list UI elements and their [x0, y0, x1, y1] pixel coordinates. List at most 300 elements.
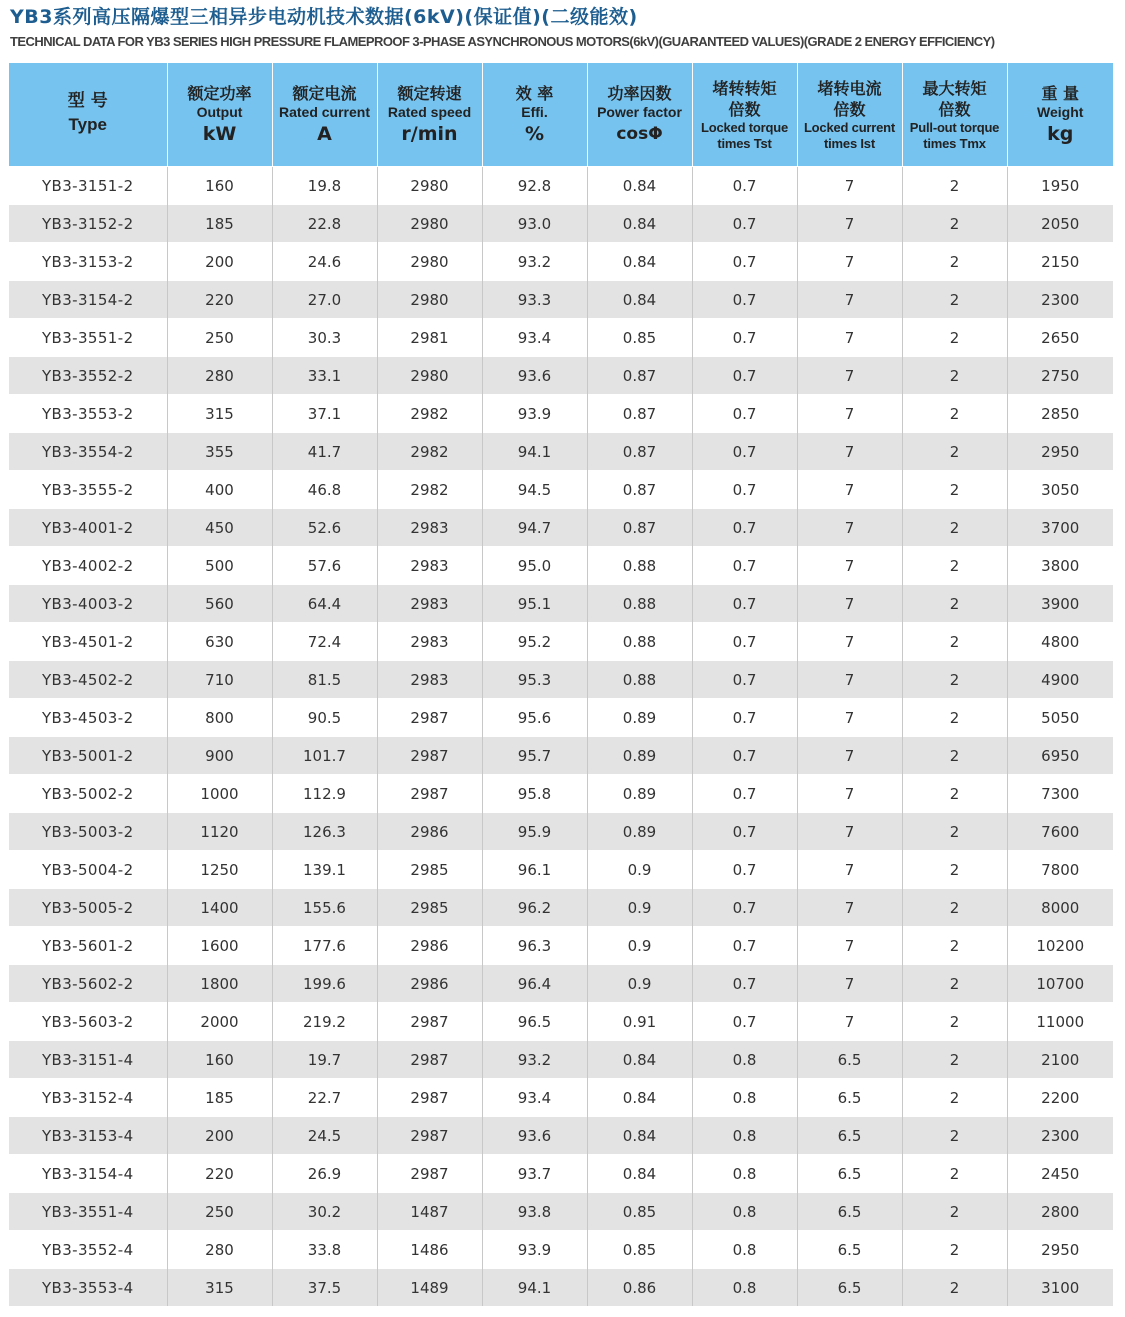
table-header-row — [9, 63, 1113, 167]
table-row — [9, 395, 1113, 433]
table-row — [9, 1269, 1113, 1307]
cell-power-factor: 0.9 — [587, 965, 692, 1003]
cell-pullout-torque: 2 — [902, 167, 1007, 205]
column-header-efficiency — [482, 63, 587, 167]
column-header-type — [9, 63, 167, 167]
cell-rated-speed: 2983 — [377, 509, 482, 547]
cell-locked-current: 7 — [797, 395, 902, 433]
cell-pullout-torque: 2 — [902, 661, 1007, 699]
cell-locked-torque: 0.7 — [692, 509, 797, 547]
cell-weight: 4800 — [1007, 623, 1113, 661]
table-row — [9, 1193, 1113, 1231]
cell-output: 800 — [167, 699, 272, 737]
column-header-en: Type — [68, 115, 107, 134]
cell-rated-current: 72.4 — [272, 623, 377, 661]
cell-locked-torque: 0.7 — [692, 395, 797, 433]
column-header-cn: 功率因数 — [607, 83, 672, 103]
cell-locked-torque: 0.8 — [692, 1041, 797, 1079]
cell-output: 500 — [167, 547, 272, 585]
cell-pullout-torque: 2 — [902, 889, 1007, 927]
column-header-en: Pull-out torque times Tmx — [909, 119, 1000, 151]
cell-locked-torque: 0.7 — [692, 205, 797, 243]
column-header-cn: 额定电流 — [292, 83, 357, 103]
cell-type: YB3-3552-2 — [9, 357, 167, 395]
column-header-cn: 型 号 — [67, 91, 108, 111]
column-header-en: Output — [196, 103, 243, 120]
cell-weight: 3800 — [1007, 547, 1113, 585]
table-row — [9, 1155, 1113, 1193]
table-row — [9, 737, 1113, 775]
cell-weight: 3050 — [1007, 471, 1113, 509]
cell-output: 2000 — [167, 1003, 272, 1041]
cell-output: 220 — [167, 281, 272, 319]
cell-output: 250 — [167, 319, 272, 357]
cell-output: 200 — [167, 1117, 272, 1155]
cell-output: 630 — [167, 623, 272, 661]
cell-pullout-torque: 2 — [902, 1041, 1007, 1079]
cell-locked-torque: 0.7 — [692, 243, 797, 281]
cell-power-factor: 0.85 — [587, 1193, 692, 1231]
cell-rated-speed: 2986 — [377, 965, 482, 1003]
cell-pullout-torque: 2 — [902, 471, 1007, 509]
cell-type: YB3-3553-4 — [9, 1269, 167, 1307]
cell-rated-speed: 2987 — [377, 1079, 482, 1117]
cell-output: 200 — [167, 243, 272, 281]
cell-pullout-torque: 2 — [902, 319, 1007, 357]
cell-power-factor: 0.88 — [587, 547, 692, 585]
cell-pullout-torque: 2 — [902, 699, 1007, 737]
table-row — [9, 813, 1113, 851]
cell-pullout-torque: 2 — [902, 623, 1007, 661]
cell-power-factor: 0.89 — [587, 775, 692, 813]
cell-locked-current: 7 — [797, 281, 902, 319]
cell-rated-speed: 2987 — [377, 1041, 482, 1079]
column-header-output — [167, 63, 272, 167]
cell-output: 1120 — [167, 813, 272, 851]
cell-rated-current: 24.6 — [272, 243, 377, 281]
cell-type: YB3-4502-2 — [9, 661, 167, 699]
cell-output: 1400 — [167, 889, 272, 927]
cell-rated-speed: 2983 — [377, 547, 482, 585]
cell-rated-current: 24.5 — [272, 1117, 377, 1155]
cell-efficiency: 93.4 — [482, 319, 587, 357]
cell-weight: 5050 — [1007, 699, 1113, 737]
cell-power-factor: 0.88 — [587, 661, 692, 699]
cell-type: YB3-3552-4 — [9, 1231, 167, 1269]
cell-output: 450 — [167, 509, 272, 547]
table-row — [9, 167, 1113, 205]
table-row — [9, 319, 1113, 357]
cell-output: 315 — [167, 395, 272, 433]
cell-power-factor: 0.84 — [587, 1041, 692, 1079]
cell-weight: 3700 — [1007, 509, 1113, 547]
column-header-en: Rated current — [278, 103, 371, 120]
cell-rated-current: 57.6 — [272, 547, 377, 585]
cell-type: YB3-5003-2 — [9, 813, 167, 851]
cell-rated-speed: 2981 — [377, 319, 482, 357]
cell-type: YB3-3151-4 — [9, 1041, 167, 1079]
cell-rated-current: 155.6 — [272, 889, 377, 927]
cell-efficiency: 96.2 — [482, 889, 587, 927]
cell-weight: 2150 — [1007, 243, 1113, 281]
table-row — [9, 889, 1113, 927]
cell-locked-torque: 0.7 — [692, 281, 797, 319]
cell-pullout-torque: 2 — [902, 737, 1007, 775]
cell-rated-speed: 2986 — [377, 927, 482, 965]
cell-rated-speed: 2980 — [377, 205, 482, 243]
cell-locked-current: 7 — [797, 243, 902, 281]
cell-locked-current: 6.5 — [797, 1041, 902, 1079]
cell-pullout-torque: 2 — [902, 1155, 1007, 1193]
table-row — [9, 243, 1113, 281]
cell-efficiency: 96.1 — [482, 851, 587, 889]
cell-efficiency: 94.1 — [482, 1269, 587, 1307]
cell-type: YB3-3553-2 — [9, 395, 167, 433]
cell-pullout-torque: 2 — [902, 395, 1007, 433]
cell-pullout-torque: 2 — [902, 775, 1007, 813]
cell-efficiency: 95.2 — [482, 623, 587, 661]
cell-type: YB3-3554-2 — [9, 433, 167, 471]
cell-weight: 2300 — [1007, 281, 1113, 319]
cell-weight: 2050 — [1007, 205, 1113, 243]
technical-data-table — [9, 63, 1113, 1306]
cell-type: YB3-5004-2 — [9, 851, 167, 889]
cell-locked-current: 6.5 — [797, 1269, 902, 1307]
cell-locked-current: 7 — [797, 623, 902, 661]
cell-locked-torque: 0.7 — [692, 813, 797, 851]
cell-output: 1000 — [167, 775, 272, 813]
cell-output: 220 — [167, 1155, 272, 1193]
column-header-cn: 效 率 — [515, 83, 554, 103]
cell-efficiency: 93.6 — [482, 357, 587, 395]
cell-weight: 7300 — [1007, 775, 1113, 813]
cell-weight: 2950 — [1007, 433, 1113, 471]
cell-rated-speed: 2983 — [377, 661, 482, 699]
cell-locked-current: 7 — [797, 585, 902, 623]
cell-rated-current: 30.2 — [272, 1193, 377, 1231]
cell-rated-speed: 1487 — [377, 1193, 482, 1231]
cell-output: 1800 — [167, 965, 272, 1003]
cell-weight: 10700 — [1007, 965, 1113, 1003]
cell-locked-current: 7 — [797, 927, 902, 965]
cell-locked-current: 7 — [797, 547, 902, 585]
cell-pullout-torque: 2 — [902, 433, 1007, 471]
cell-output: 160 — [167, 1041, 272, 1079]
cell-output: 250 — [167, 1193, 272, 1231]
cell-efficiency: 96.4 — [482, 965, 587, 1003]
cell-rated-current: 64.4 — [272, 585, 377, 623]
cell-output: 280 — [167, 357, 272, 395]
table-row — [9, 699, 1113, 737]
cell-pullout-torque: 2 — [902, 585, 1007, 623]
table-row — [9, 433, 1113, 471]
cell-pullout-torque: 2 — [902, 1003, 1007, 1041]
cell-locked-current: 7 — [797, 357, 902, 395]
column-header-en: Weight — [1037, 103, 1084, 120]
cell-locked-torque: 0.7 — [692, 927, 797, 965]
cell-efficiency: 95.3 — [482, 661, 587, 699]
cell-pullout-torque: 2 — [902, 965, 1007, 1003]
cell-efficiency: 93.7 — [482, 1155, 587, 1193]
cell-pullout-torque: 2 — [902, 205, 1007, 243]
column-header-pullout-torque — [902, 63, 1007, 167]
cell-rated-speed: 2980 — [377, 167, 482, 205]
column-header-cn: 最大转矩 倍数 — [922, 78, 987, 119]
cell-output: 185 — [167, 1079, 272, 1117]
cell-rated-current: 41.7 — [272, 433, 377, 471]
cell-locked-torque: 0.7 — [692, 547, 797, 585]
cell-type: YB3-4002-2 — [9, 547, 167, 585]
cell-type: YB3-4501-2 — [9, 623, 167, 661]
table-row — [9, 205, 1113, 243]
cell-locked-current: 7 — [797, 775, 902, 813]
cell-locked-current: 7 — [797, 205, 902, 243]
cell-rated-current: 199.6 — [272, 965, 377, 1003]
cell-efficiency: 96.3 — [482, 927, 587, 965]
table-row — [9, 547, 1113, 585]
cell-type: YB3-3154-2 — [9, 281, 167, 319]
cell-pullout-torque: 2 — [902, 927, 1007, 965]
cell-locked-torque: 0.7 — [692, 167, 797, 205]
cell-power-factor: 0.84 — [587, 167, 692, 205]
cell-weight: 2450 — [1007, 1155, 1113, 1193]
cell-rated-speed: 2983 — [377, 623, 482, 661]
cell-rated-current: 46.8 — [272, 471, 377, 509]
cell-efficiency: 93.2 — [482, 243, 587, 281]
cell-output: 185 — [167, 205, 272, 243]
table-row — [9, 965, 1113, 1003]
table-row — [9, 585, 1113, 623]
cell-power-factor: 0.84 — [587, 1155, 692, 1193]
cell-type: YB3-5005-2 — [9, 889, 167, 927]
cell-type: YB3-3152-4 — [9, 1079, 167, 1117]
cell-locked-current: 7 — [797, 965, 902, 1003]
cell-locked-torque: 0.7 — [692, 319, 797, 357]
table-row — [9, 623, 1113, 661]
cell-rated-speed: 2982 — [377, 433, 482, 471]
column-header-unit: % — [524, 122, 545, 145]
cell-rated-speed: 2987 — [377, 737, 482, 775]
cell-weight: 2300 — [1007, 1117, 1113, 1155]
cell-type: YB3-3551-2 — [9, 319, 167, 357]
cell-rated-current: 19.8 — [272, 167, 377, 205]
cell-efficiency: 93.4 — [482, 1079, 587, 1117]
cell-locked-current: 7 — [797, 509, 902, 547]
cell-type: YB3-5602-2 — [9, 965, 167, 1003]
cell-rated-speed: 2987 — [377, 1003, 482, 1041]
cell-rated-current: 139.1 — [272, 851, 377, 889]
cell-locked-torque: 0.8 — [692, 1079, 797, 1117]
cell-efficiency: 95.1 — [482, 585, 587, 623]
table-row — [9, 1079, 1113, 1117]
cell-output: 710 — [167, 661, 272, 699]
cell-efficiency: 93.9 — [482, 395, 587, 433]
cell-efficiency: 93.9 — [482, 1231, 587, 1269]
cell-weight: 11000 — [1007, 1003, 1113, 1041]
cell-weight: 6950 — [1007, 737, 1113, 775]
cell-efficiency: 95.7 — [482, 737, 587, 775]
cell-type: YB3-4001-2 — [9, 509, 167, 547]
cell-pullout-torque: 2 — [902, 1269, 1007, 1307]
cell-weight: 8000 — [1007, 889, 1113, 927]
column-header-cn: 重 量 — [1041, 83, 1080, 103]
cell-rated-speed: 2985 — [377, 851, 482, 889]
cell-power-factor: 0.87 — [587, 509, 692, 547]
cell-rated-current: 101.7 — [272, 737, 377, 775]
cell-type: YB3-5002-2 — [9, 775, 167, 813]
cell-efficiency: 93.0 — [482, 205, 587, 243]
cell-power-factor: 0.84 — [587, 1079, 692, 1117]
column-header-weight — [1007, 63, 1113, 167]
page-title: YB3系列高压隔爆型三相异步电动机技术数据(6kV)(保证值)(二级能效) — [10, 6, 638, 28]
cell-power-factor: 0.85 — [587, 1231, 692, 1269]
cell-weight: 3900 — [1007, 585, 1113, 623]
cell-weight: 7600 — [1007, 813, 1113, 851]
table-row — [9, 775, 1113, 813]
cell-power-factor: 0.89 — [587, 813, 692, 851]
column-header-rated-speed — [377, 63, 482, 167]
cell-locked-torque: 0.7 — [692, 661, 797, 699]
cell-weight: 1950 — [1007, 167, 1113, 205]
cell-type: YB3-3152-2 — [9, 205, 167, 243]
cell-weight: 2650 — [1007, 319, 1113, 357]
column-header-unit: kW — [202, 122, 237, 145]
cell-locked-current: 7 — [797, 661, 902, 699]
table-row — [9, 357, 1113, 395]
cell-efficiency: 93.6 — [482, 1117, 587, 1155]
cell-power-factor: 0.88 — [587, 623, 692, 661]
cell-locked-torque: 0.7 — [692, 471, 797, 509]
cell-rated-speed: 2983 — [377, 585, 482, 623]
cell-pullout-torque: 2 — [902, 813, 1007, 851]
cell-rated-current: 52.6 — [272, 509, 377, 547]
cell-rated-current: 219.2 — [272, 1003, 377, 1041]
cell-weight: 2850 — [1007, 395, 1113, 433]
cell-power-factor: 0.9 — [587, 927, 692, 965]
cell-pullout-torque: 2 — [902, 1193, 1007, 1231]
cell-locked-torque: 0.7 — [692, 699, 797, 737]
cell-output: 280 — [167, 1231, 272, 1269]
cell-rated-speed: 2980 — [377, 281, 482, 319]
cell-weight: 2800 — [1007, 1193, 1113, 1231]
table-row — [9, 1117, 1113, 1155]
cell-locked-current: 7 — [797, 851, 902, 889]
cell-rated-speed: 2987 — [377, 699, 482, 737]
cell-type: YB3-3151-2 — [9, 167, 167, 205]
cell-locked-torque: 0.7 — [692, 965, 797, 1003]
table-row — [9, 661, 1113, 699]
cell-output: 400 — [167, 471, 272, 509]
cell-rated-current: 177.6 — [272, 927, 377, 965]
table-body — [9, 167, 1113, 1307]
cell-locked-torque: 0.7 — [692, 737, 797, 775]
cell-rated-current: 33.8 — [272, 1231, 377, 1269]
cell-rated-speed: 2985 — [377, 889, 482, 927]
cell-rated-current: 126.3 — [272, 813, 377, 851]
column-header-cn: 堵转转矩 倍数 — [712, 78, 777, 119]
cell-efficiency: 94.5 — [482, 471, 587, 509]
cell-pullout-torque: 2 — [902, 509, 1007, 547]
cell-pullout-torque: 2 — [902, 243, 1007, 281]
column-header-locked-current — [797, 63, 902, 167]
cell-efficiency: 92.8 — [482, 167, 587, 205]
cell-power-factor: 0.84 — [587, 1117, 692, 1155]
column-header-locked-torque — [692, 63, 797, 167]
cell-output: 1250 — [167, 851, 272, 889]
cell-rated-current: 37.5 — [272, 1269, 377, 1307]
cell-power-factor: 0.89 — [587, 737, 692, 775]
table-row — [9, 471, 1113, 509]
cell-locked-current: 6.5 — [797, 1231, 902, 1269]
cell-locked-torque: 0.7 — [692, 357, 797, 395]
cell-efficiency: 94.7 — [482, 509, 587, 547]
column-header-cn: 堵转电流 倍数 — [817, 78, 882, 119]
cell-locked-torque: 0.7 — [692, 775, 797, 813]
cell-efficiency: 96.5 — [482, 1003, 587, 1041]
cell-weight: 10200 — [1007, 927, 1113, 965]
cell-power-factor: 0.89 — [587, 699, 692, 737]
cell-type: YB3-5601-2 — [9, 927, 167, 965]
cell-efficiency: 95.9 — [482, 813, 587, 851]
cell-output: 1600 — [167, 927, 272, 965]
cell-rated-speed: 2982 — [377, 471, 482, 509]
cell-weight: 2200 — [1007, 1079, 1113, 1117]
cell-output: 315 — [167, 1269, 272, 1307]
cell-weight: 2950 — [1007, 1231, 1113, 1269]
cell-power-factor: 0.84 — [587, 205, 692, 243]
cell-power-factor: 0.85 — [587, 319, 692, 357]
cell-locked-current: 6.5 — [797, 1193, 902, 1231]
cell-locked-current: 6.5 — [797, 1079, 902, 1117]
table-row — [9, 851, 1113, 889]
cell-locked-torque: 0.7 — [692, 585, 797, 623]
cell-weight: 4900 — [1007, 661, 1113, 699]
column-header-en: Power factor — [597, 103, 682, 120]
cell-rated-current: 19.7 — [272, 1041, 377, 1079]
cell-power-factor: 0.87 — [587, 395, 692, 433]
cell-rated-speed: 2980 — [377, 243, 482, 281]
column-header-en: Locked torque times Tst — [701, 119, 788, 151]
column-header-unit: cosΦ — [616, 123, 663, 144]
cell-locked-current: 7 — [797, 737, 902, 775]
cell-type: YB3-3153-4 — [9, 1117, 167, 1155]
cell-efficiency: 93.3 — [482, 281, 587, 319]
cell-type: YB3-5603-2 — [9, 1003, 167, 1041]
cell-type: YB3-4503-2 — [9, 699, 167, 737]
cell-power-factor: 0.87 — [587, 357, 692, 395]
cell-rated-speed: 2987 — [377, 1155, 482, 1193]
cell-rated-speed: 2986 — [377, 813, 482, 851]
cell-efficiency: 95.0 — [482, 547, 587, 585]
cell-locked-current: 7 — [797, 889, 902, 927]
cell-rated-speed: 2982 — [377, 395, 482, 433]
cell-rated-current: 90.5 — [272, 699, 377, 737]
cell-rated-current: 22.8 — [272, 205, 377, 243]
cell-rated-current: 33.1 — [272, 357, 377, 395]
cell-pullout-torque: 2 — [902, 1079, 1007, 1117]
table-row — [9, 1003, 1113, 1041]
cell-locked-torque: 0.7 — [692, 623, 797, 661]
cell-power-factor: 0.88 — [587, 585, 692, 623]
column-header-unit: A — [317, 122, 332, 145]
cell-locked-torque: 0.8 — [692, 1193, 797, 1231]
cell-weight: 3100 — [1007, 1269, 1113, 1307]
cell-locked-torque: 0.8 — [692, 1231, 797, 1269]
cell-efficiency: 95.8 — [482, 775, 587, 813]
cell-rated-current: 37.1 — [272, 395, 377, 433]
table-row — [9, 281, 1113, 319]
cell-output: 560 — [167, 585, 272, 623]
